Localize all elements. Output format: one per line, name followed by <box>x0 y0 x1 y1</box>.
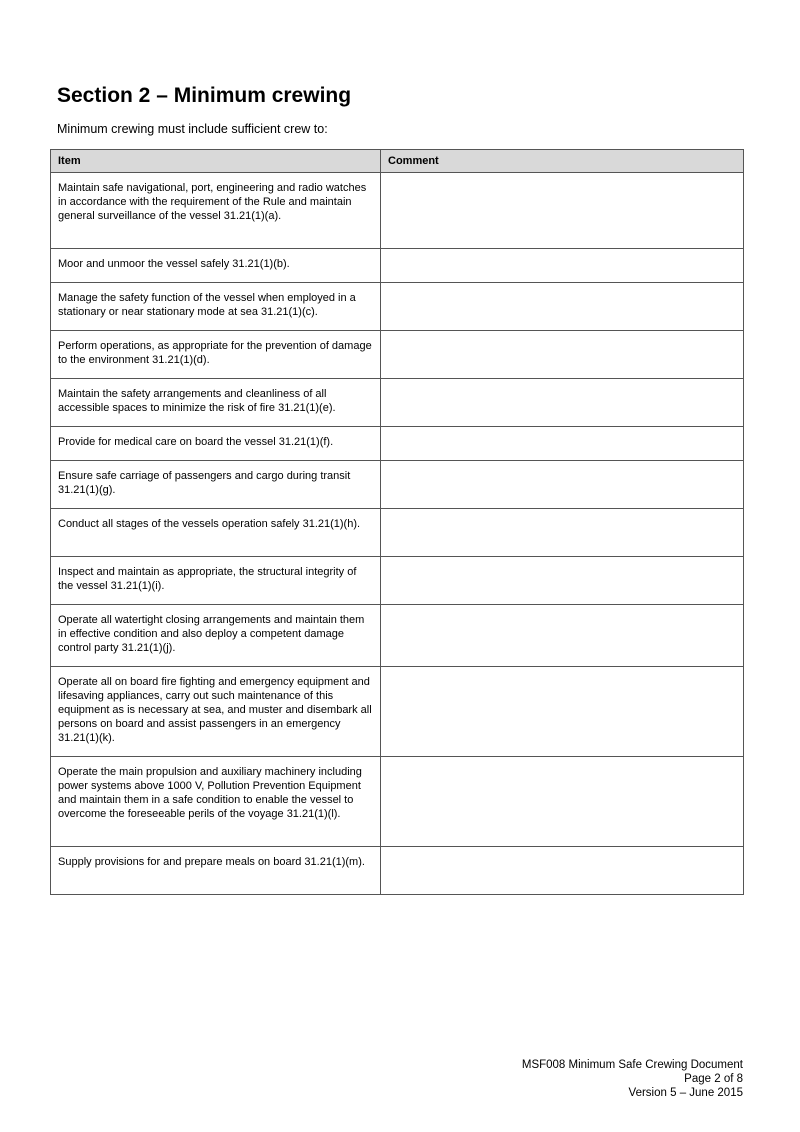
comment-cell[interactable] <box>381 605 744 667</box>
comment-cell[interactable] <box>381 379 744 427</box>
footer-document-name: MSF008 Minimum Safe Crewing Document <box>521 1059 743 1071</box>
table-row <box>51 249 744 283</box>
table-row <box>51 331 744 379</box>
item-cell: Maintain the safety arrangements and cleanliness of all accessible spaces to minimize the risk of fire 31.21(1)(e). <box>51 379 381 427</box>
table-row <box>51 605 744 667</box>
table-row <box>51 847 744 895</box>
item-cell: Conduct all stages of the vessels operation safely 31.21(1)(h). <box>51 509 381 557</box>
footer-version: Version 5 – June 2015 <box>628 1087 743 1099</box>
comment-cell[interactable] <box>381 461 744 509</box>
column-header-item: Item <box>51 150 381 173</box>
page-footer <box>522 1058 743 1100</box>
intro-text: Minimum crewing must include sufficient crew to: <box>57 122 328 136</box>
table-row <box>51 557 744 605</box>
comment-cell[interactable] <box>381 427 744 461</box>
item-cell: Operate all watertight closing arrangements and maintain them in effective condition and also deploy a competent damage control party 31.21(1)(j). <box>51 605 381 667</box>
table-row <box>51 427 744 461</box>
comment-cell[interactable] <box>381 757 744 847</box>
table-row <box>51 283 744 331</box>
column-header-comment: Comment <box>381 150 744 173</box>
table-row <box>51 667 744 757</box>
item-cell: Provide for medical care on board the vessel 31.21(1)(f). <box>51 427 381 461</box>
item-cell: Manage the safety function of the vessel when employed in a stationary or near stationary mode at sea 31.21(1)(c). <box>51 283 381 331</box>
item-cell: Inspect and maintain as appropriate, the structural integrity of the vessel 31.21(1)(i). <box>51 557 381 605</box>
item-cell: Moor and unmoor the vessel safely 31.21(1)(b). <box>51 249 381 283</box>
item-cell: Supply provisions for and prepare meals on board 31.21(1)(m). <box>51 847 381 895</box>
item-cell: Maintain safe navigational, port, engineering and radio watches in accordance with the requirement of the Rule and maintain general surveillance of the vessel 31.21(1)(a). <box>51 173 381 249</box>
item-cell: Operate all on board fire fighting and emergency equipment and lifesaving appliances, carry out such maintenance of this equipment as is necessary at sea, and muster and disembark all persons on board and assist passengers in an emergency 31.21(1)(k). <box>51 667 381 757</box>
crewing-table <box>50 149 744 895</box>
item-cell: Ensure safe carriage of passengers and cargo during transit 31.21(1)(g). <box>51 461 381 509</box>
item-cell: Perform operations, as appropriate for the prevention of damage to the environment 31.21(1)(d). <box>51 331 381 379</box>
comment-cell[interactable] <box>381 249 744 283</box>
table-row <box>51 461 744 509</box>
table-row <box>51 509 744 557</box>
comment-cell[interactable] <box>381 667 744 757</box>
table-row <box>51 173 744 249</box>
comment-cell[interactable] <box>381 283 744 331</box>
page-title: Section 2 – Minimum crewing <box>57 84 352 107</box>
comment-cell[interactable] <box>381 173 744 249</box>
comment-cell[interactable] <box>381 331 744 379</box>
comment-cell[interactable] <box>381 847 744 895</box>
footer-page-number: Page 2 of 8 <box>684 1073 743 1085</box>
table-row <box>51 757 744 847</box>
table-row <box>51 379 744 427</box>
comment-cell[interactable] <box>381 509 744 557</box>
comment-cell[interactable] <box>381 557 744 605</box>
item-cell: Operate the main propulsion and auxiliary machinery including power systems above 1000 V, Pollution Prevention Equipment and maintain them in a safe condition to enable the vessel to overcome the foreseeable perils of the voyage 31.21(1)(l). <box>51 757 381 847</box>
table-header-row <box>51 150 744 173</box>
